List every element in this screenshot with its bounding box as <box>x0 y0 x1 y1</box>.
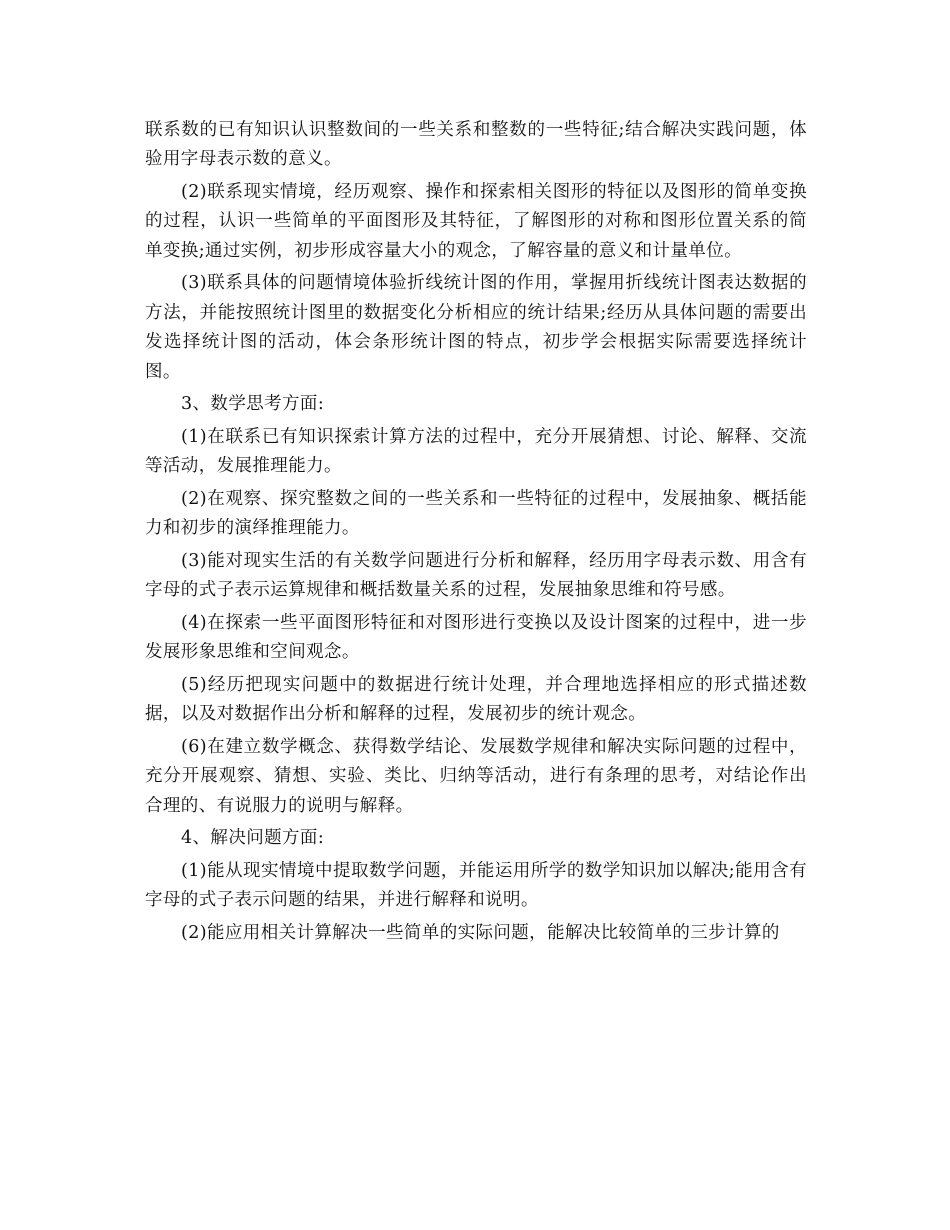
paragraph-1: 联系数的已有知识认识整数间的一些关系和整数的一些特征;结合解决实践问题，体验用字母表示数的意义。 <box>145 120 807 170</box>
paragraph-8: (4)在探索一些平面图形特征和对图形进行变换以及设计图案的过程中，进一步发展形象思维和空间观念。 <box>145 612 807 663</box>
paragraph-2: (2)联系现实情境，经历观察、操作和探索相关图形的特征以及图形的简单变换的过程，认识一些简单的平面图形及其特征，了解图形的对称和图形位置关系的简单变换;通过实例，初步形成容量大小的观念，了解容量的意义和计量单位。 <box>145 182 807 261</box>
paragraph-5: (1)在联系已有知识探索计算方法的过程中，充分开展猜想、讨论、解释、交流等活动，发展推理能力。 <box>145 426 807 477</box>
paragraph-12: (1)能从现实情境中提取数学问题，并能运用所学的数学知识加以解决;能用含有字母的式子表示问题的结果，并进行解释和说明。 <box>145 860 807 911</box>
paragraph-7: (3)能对现实生活的有关数学问题进行分析和解释，经历用字母表示数、用含有字母的式子表示运算规律和概括数量关系的过程，发展抽象思维和符号感。 <box>145 550 807 601</box>
paragraph-9: (5)经历把现实问题中的数据进行统计处理，并合理地选择相应的形式描述数据，以及对数据作出分析和解释的过程，发展初步的统计观念。 <box>145 674 807 725</box>
paragraph-13: (2)能应用相关计算解决一些简单的实际问题，能解决比较简单的三步计算的 <box>181 922 780 943</box>
section-heading-3: 3、数学思考方面: <box>181 394 325 415</box>
paragraph-3: (3)联系具体的问题情境体验折线统计图的作用，掌握用折线统计图表达数据的方法，并能按照统计图里的数据变化分析相应的统计结果;经历从具体问题的需要出发选择统计图的活动，体会条形统计图的特点，初步学会根据实际需要选择统计图。 <box>145 273 807 382</box>
paragraph-6: (2)在观察、探究整数之间的一些关系和一些特征的过程中，发展抽象、概括能力和初步的演绎推理能力。 <box>145 488 807 539</box>
paragraph-10: (6)在建立数学概念、获得数学结论、发展数学规律和解决实际问题的过程中，充分开展观察、猜想、实验、类比、归纳等活动，进行有条理的思考，对结论作出合理的、有说服力的说明与解释。 <box>145 736 807 816</box>
document-body <box>145 116 807 951</box>
section-heading-4: 4、解决问题方面: <box>181 828 325 849</box>
